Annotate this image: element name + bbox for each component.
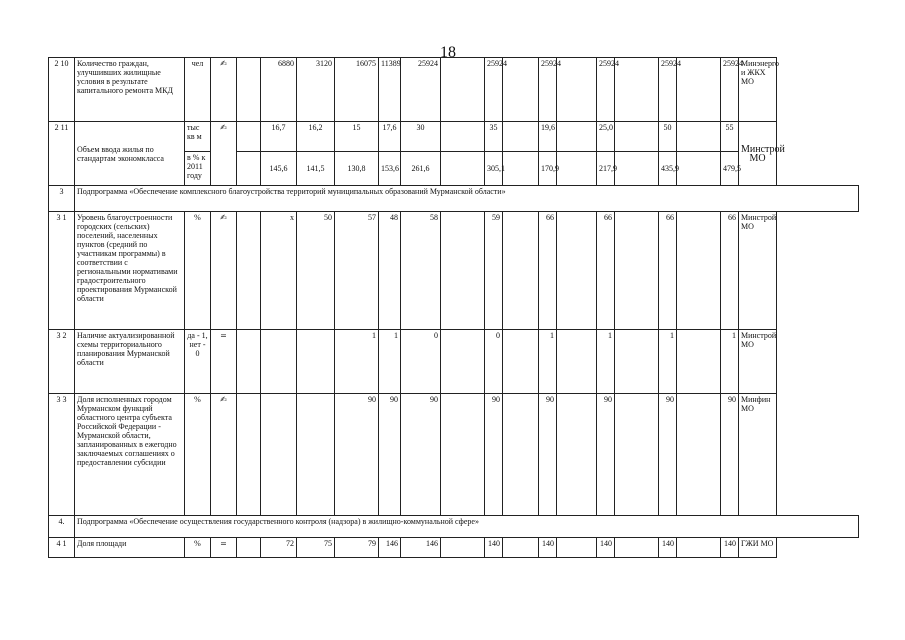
value-cell: 15 (335, 122, 379, 152)
value-cell (557, 330, 597, 394)
unit: % (185, 394, 211, 516)
value-cell (297, 330, 335, 394)
table-row (49, 212, 859, 330)
value-cell: 140 (485, 538, 503, 558)
indicator-name: Доля площади (75, 538, 185, 558)
subprogram-title: Подпрограмма «Обеспечение комплексного благоустройства территорий муниципальных образований Мурманской области» (75, 186, 859, 212)
table-row (49, 122, 859, 152)
value-cell (677, 538, 721, 558)
value-cell (503, 538, 539, 558)
value-cell: 72 (261, 538, 297, 558)
responsible: Минстрой МО (739, 212, 777, 330)
value-cell: 16,2 (297, 122, 335, 152)
value-cell: 90 (539, 394, 557, 516)
value-cell (557, 152, 597, 186)
value-cell (503, 330, 539, 394)
value-cell: 1 (721, 330, 739, 394)
unit: % (185, 538, 211, 558)
value-cell: 66 (659, 212, 677, 330)
value-cell: 16,7 (261, 122, 297, 152)
value-cell (615, 152, 659, 186)
subprogram-row (49, 186, 859, 212)
value-cell (503, 152, 539, 186)
value-cell: 25924 (401, 58, 441, 122)
value-cell: 479,5 (721, 152, 739, 186)
value-cell: 146 (401, 538, 441, 558)
value-cell: 140 (721, 538, 739, 558)
value-cell: 305,1 (485, 152, 503, 186)
row-number: 3 2 (49, 330, 75, 394)
value-cell (677, 330, 721, 394)
subprogram-number: 3 (49, 186, 75, 212)
value-cell (503, 394, 539, 516)
value-cell (677, 152, 721, 186)
indicator-name: Количество граждан, улучшивших жилищные условия в результате капитального ремонта МКД (75, 58, 185, 122)
value-cell: 140 (659, 538, 677, 558)
value-cell: 35 (485, 122, 503, 152)
table-row (49, 330, 859, 394)
value-cell: 170,9 (539, 152, 557, 186)
indicator-name: Уровень благоустроенности городских (сельских) поселений, населенных пунктов (средний по участникам программы) в соответствии с региональными нормативами градостроительного проектирования Мурманской области (75, 212, 185, 330)
value-cell (557, 58, 597, 122)
value-cell (615, 330, 659, 394)
value-cell: 1 (335, 330, 379, 394)
value-cell: 48 (379, 212, 401, 330)
row-number: 2 11 (49, 122, 75, 186)
responsible: Минстрой МО (739, 122, 777, 186)
value-cell (503, 212, 539, 330)
value-cell: 90 (721, 394, 739, 516)
value-cell: 59 (485, 212, 503, 330)
value-cell (237, 58, 261, 122)
indicator-name: Наличие актуализированной схемы территориального планирования Мурманской области (75, 330, 185, 394)
value-cell (441, 212, 485, 330)
value-cell (237, 538, 261, 558)
value-cell (677, 212, 721, 330)
unit: в % к 2011 году (185, 152, 211, 186)
value-cell: 130,8 (335, 152, 379, 186)
value-cell (441, 538, 485, 558)
value-cell (441, 58, 485, 122)
value-cell: 75 (297, 538, 335, 558)
value-cell: 1 (597, 330, 615, 394)
value-cell: 145,6 (261, 152, 297, 186)
value-cell: 140 (597, 538, 615, 558)
value-cell (237, 212, 261, 330)
value-cell (615, 538, 659, 558)
value-cell: 55 (721, 122, 739, 152)
value-cell: 0 (485, 330, 503, 394)
value-cell: 90 (335, 394, 379, 516)
unit: тыс кв м (185, 122, 211, 152)
value-cell: 25924 (659, 58, 677, 122)
value-cell (441, 152, 485, 186)
value-cell: 90 (659, 394, 677, 516)
value-cell: 153,6 (379, 152, 401, 186)
value-cell: 25924 (485, 58, 503, 122)
value-cell: 66 (721, 212, 739, 330)
value-cell: 141,5 (297, 152, 335, 186)
value-cell (503, 122, 539, 152)
mark: ✍ (211, 212, 237, 330)
value-cell: 66 (539, 212, 557, 330)
responsible: Минфин МО (739, 394, 777, 516)
unit: % (185, 212, 211, 330)
value-cell: 90 (485, 394, 503, 516)
value-cell (615, 212, 659, 330)
value-cell (557, 538, 597, 558)
row-number: 4 1 (49, 538, 75, 558)
indicator-name: Доля исполненных городом Мурманском функций областного центра субъекта Российской Федерации - Мурманской области, запланированных в ежегодно заключаемых соглашениях о предоставлении субсидии (75, 394, 185, 516)
value-cell: 0 (401, 330, 441, 394)
value-cell: 25924 (597, 58, 615, 122)
value-cell (237, 152, 261, 186)
value-cell: 58 (401, 212, 441, 330)
value-cell (261, 394, 297, 516)
value-cell (297, 394, 335, 516)
value-cell: 90 (379, 394, 401, 516)
value-cell (441, 122, 485, 152)
value-cell (557, 122, 597, 152)
value-cell (441, 394, 485, 516)
value-cell (677, 394, 721, 516)
value-cell: 1 (379, 330, 401, 394)
mark: ✍ (211, 394, 237, 516)
table-row (49, 394, 859, 516)
value-cell: 11389 (379, 58, 401, 122)
value-cell (615, 122, 659, 152)
value-cell (237, 394, 261, 516)
value-cell (503, 58, 539, 122)
unit: чел (185, 58, 211, 122)
row-number: 2 10 (49, 58, 75, 122)
value-cell: 435,9 (659, 152, 677, 186)
row-number: 3 3 (49, 394, 75, 516)
indicator-name: Объем ввода жилья по стандартам экономкласса (75, 122, 185, 186)
subprogram-title: Подпрограмма «Обеспечение осуществления государственного контроля (надзора) в жилищно-коммунальной сфере» (75, 516, 859, 538)
value-cell: 79 (335, 538, 379, 558)
table-row (49, 58, 859, 122)
value-cell: 90 (401, 394, 441, 516)
mark: = (211, 330, 237, 394)
value-cell: 30 (401, 122, 441, 152)
value-cell: 66 (597, 212, 615, 330)
value-cell (677, 122, 721, 152)
value-cell (677, 58, 721, 122)
value-cell: 261,6 (401, 152, 441, 186)
mark: = (211, 538, 237, 558)
value-cell: 25924 (721, 58, 739, 122)
unit: да - 1, нет - 0 (185, 330, 211, 394)
value-cell: 90 (597, 394, 615, 516)
value-cell (237, 122, 261, 152)
value-cell: 57 (335, 212, 379, 330)
value-cell (557, 212, 597, 330)
value-cell: 6880 (261, 58, 297, 122)
value-cell: 140 (539, 538, 557, 558)
table-row (49, 538, 859, 558)
value-cell: 25924 (539, 58, 557, 122)
value-cell: 3120 (297, 58, 335, 122)
responsible: Минстрой МО (739, 330, 777, 394)
value-cell: x (261, 212, 297, 330)
value-cell: 1 (659, 330, 677, 394)
row-number: 3 1 (49, 212, 75, 330)
value-cell (237, 330, 261, 394)
subprogram-row (49, 516, 859, 538)
mark: ✍ (211, 58, 237, 122)
indicators-table (48, 57, 859, 558)
value-cell: 146 (379, 538, 401, 558)
value-cell: 50 (659, 122, 677, 152)
responsible: Минэнерго и ЖКХ МО (739, 58, 777, 122)
mark: ✍ (211, 122, 237, 186)
responsible: ГЖИ МО (739, 538, 777, 558)
value-cell: 17,6 (379, 122, 401, 152)
value-cell (441, 330, 485, 394)
value-cell (615, 58, 659, 122)
value-cell: 25,0 (597, 122, 615, 152)
value-cell (615, 394, 659, 516)
value-cell: 50 (297, 212, 335, 330)
page-number: 18 (440, 44, 456, 61)
value-cell (261, 330, 297, 394)
value-cell: 19,6 (539, 122, 557, 152)
value-cell: 16075 (335, 58, 379, 122)
value-cell: 1 (539, 330, 557, 394)
subprogram-number: 4. (49, 516, 75, 538)
value-cell: 217,9 (597, 152, 615, 186)
value-cell (557, 394, 597, 516)
